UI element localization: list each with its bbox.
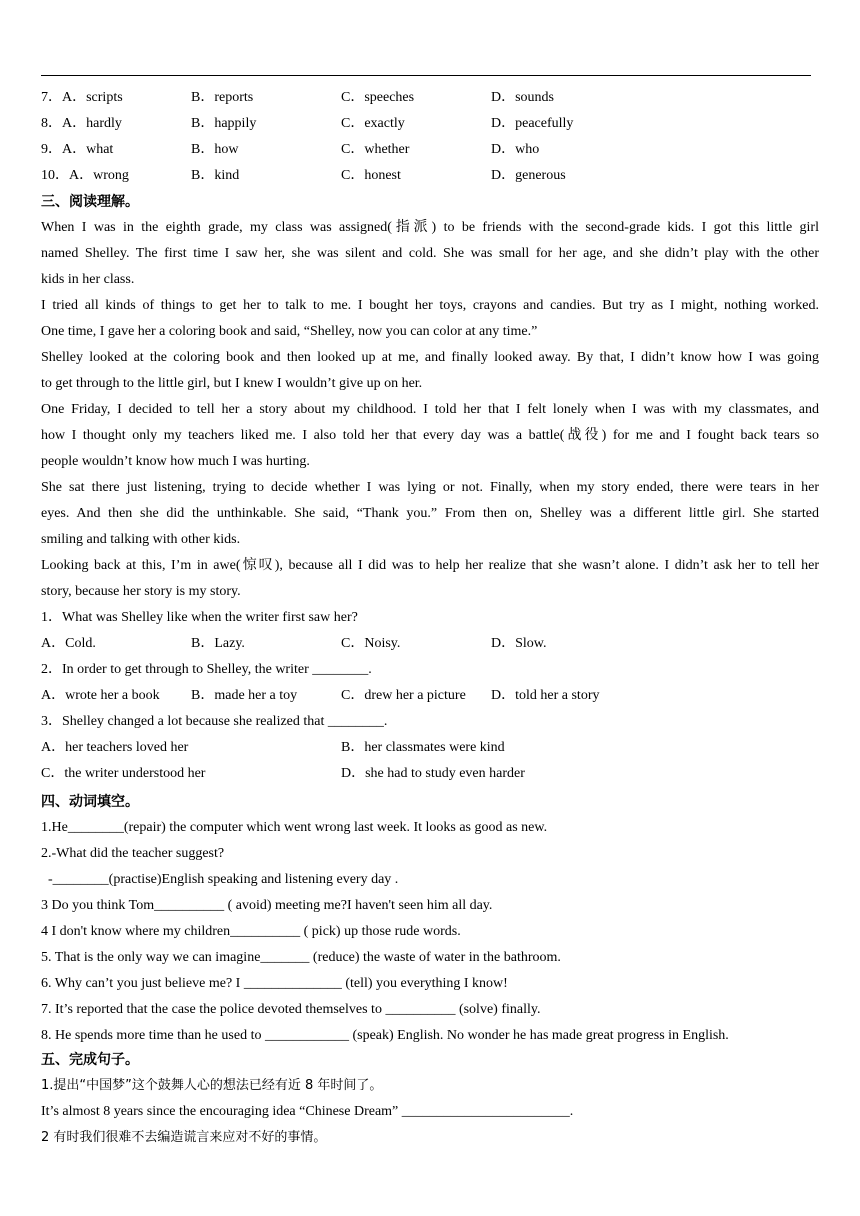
- vocab-option-row-8: 8．A．hardly B．happily C．exactly D．peacefully: [41, 116, 574, 131]
- passage-line: people wouldn’t know how much I was hurting.: [41, 454, 310, 469]
- verb-item: 3 Do you think Tom__________ ( avoid) meeting me?I haven't seen him all day.: [41, 898, 493, 913]
- passage-line: She sat there just listening, trying to decide whether I was lying or not. Finally, when my story ended, there were tears in her: [41, 480, 819, 495]
- sentence-prompt: 1.提出“中国梦”这个鼓舞人心的想法已经有近 8 年时间了。: [41, 1078, 383, 1093]
- question-2: 2．In order to get through to Shelley, the writer ________.: [41, 662, 372, 677]
- question-3-options-ab: [41, 735, 819, 761]
- verb-item: -________(practise)English speaking and listening every day .: [41, 872, 399, 887]
- vocab-option-row-7: 7．A．scripts B．reports C．speeches D．sounds: [41, 90, 555, 105]
- option-d: D．Slow.: [491, 636, 547, 651]
- question-3: 3．Shelley changed a lot because she realized that ________.: [41, 714, 388, 729]
- verb-item: 2.-What did the teacher suggest?: [41, 846, 225, 861]
- header-rule: [41, 75, 811, 76]
- passage-line: One Friday, I decided to tell her a story about my childhood. I told her that I felt lonely when I was with my classmates, and: [41, 402, 819, 417]
- option-d: D．she had to study even harder: [341, 766, 525, 781]
- passage-line: kids in her class.: [41, 272, 135, 287]
- verb-item: 5. That is the only way we can imagine_______ (reduce) the waste of water in the bathroom.: [41, 950, 561, 965]
- question-2-options: [41, 683, 819, 709]
- passage-line: When I was in the eighth grade, my class was assigned(指派) to be friends with the second-grade kids. I got this little girl: [41, 220, 819, 235]
- option-b: B．made her a toy: [191, 688, 298, 703]
- question-1: 1．What was Shelley like when the writer first saw her?: [41, 610, 358, 625]
- option-c: C．drew her a picture: [341, 688, 466, 703]
- question-1-options: [41, 631, 819, 657]
- option-c: C．Noisy.: [341, 636, 401, 651]
- passage-line: eyes. And then she did the unthinkable. She said, “Thank you.” From then on, Shelley was a different little girl. She started: [41, 506, 819, 521]
- question-3-options-cd: [41, 761, 819, 787]
- passage-line: to get through to the little girl, but I knew I wouldn’t give up on her.: [41, 376, 423, 391]
- passage-line: Looking back at this, I’m in awe(惊叹), because all I did was to help her realize that she wasn’t alone. I didn’t ask her to tell her: [41, 558, 819, 573]
- passage-line: One time, I gave her a coloring book and said, “Shelley, now you can color at any time.”: [41, 324, 538, 339]
- option-a: A．Cold.: [41, 636, 96, 651]
- verb-item: 6. Why can’t you just believe me? I ______________ (tell) you everything I know!: [41, 976, 508, 991]
- verb-item: 4 I don't know where my children__________ ( pick) up those rude words.: [41, 924, 461, 939]
- option-b: B．Lazy.: [191, 636, 245, 651]
- option-c: C．the writer understood her: [41, 766, 206, 781]
- verb-item: 1.He________(repair) the computer which went wrong last week. It looks as good as new.: [41, 820, 548, 835]
- passage-line: named Shelley. The first time I saw her, she was silent and cold. She was small for her age, and she didn’t play with the other: [41, 246, 819, 261]
- option-a: A．wrote her a book: [41, 688, 160, 703]
- passage-line: how I thought only my teachers liked me. I also told her that every day was a battle(战役) for me and I fought back tears so: [41, 428, 819, 443]
- option-d: D．told her a story: [491, 688, 600, 703]
- verb-item: 7. It’s reported that the case the police devoted themselves to __________ (solve) finally.: [41, 1002, 541, 1017]
- section-heading-verbs: 四、动词填空。: [41, 794, 139, 810]
- passage-line: Shelley looked at the coloring book and then looked up at me, and finally looked away. By that, I didn’t know how I was going: [41, 350, 819, 365]
- option-b: B．her classmates were kind: [341, 740, 505, 755]
- vocab-option-row-9: 9．A．what B．how C．whether D．who: [41, 142, 540, 157]
- section-heading-sentences: 五、完成句子。: [41, 1052, 139, 1068]
- passage-line: smiling and talking with other kids.: [41, 532, 241, 547]
- sentence-prompt: 2 有时我们很难不去编造谎言来应对不好的事情。: [41, 1130, 327, 1145]
- passage-line: I tried all kinds of things to get her to talk to me. I bought her toys, crayons and candies. But try as I might, nothing worked.: [41, 298, 819, 313]
- passage-line: story, because her story is my story.: [41, 584, 241, 599]
- section-heading-reading: 三、阅读理解。: [41, 194, 139, 210]
- vocab-option-row-10: 10．A．wrong B．kind C．honest D．generous: [41, 168, 566, 183]
- option-a: A．her teachers loved her: [41, 740, 189, 755]
- sentence-item: It’s almost 8 years since the encouraging idea “Chinese Dream” ________________________.: [41, 1104, 574, 1119]
- verb-item: 8. He spends more time than he used to ____________ (speak) English. No wonder he has made great progress in English.: [41, 1028, 729, 1043]
